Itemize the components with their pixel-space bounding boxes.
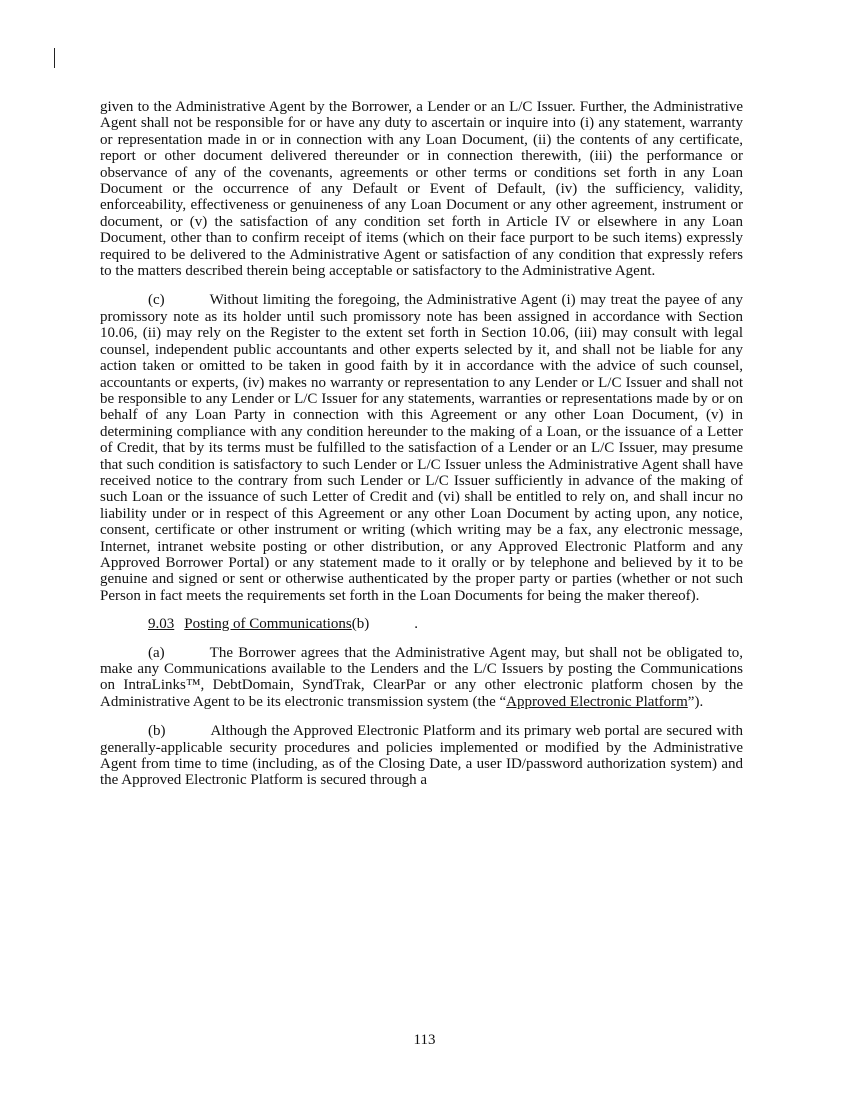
paragraph-a-text: The Borrower agrees that the Administrative Agent may, but shall not be obligated to, make any Communications available to the Lenders and the L/C Issuers by posting the Communications on IntraLinks™, DebtDomain, SyndTrak, ClearPar or any other electronic platform chosen by the Administrative Agent to be its electronic transmission system (the “	[100, 644, 743, 710]
continuation-paragraph: given to the Administrative Agent by the Borrower, a Lender or an L/C Issuer. Further, the Administrative Agent shall not be responsible for or have any duty to ascertain or inquire into (i) any statement, warranty or representation made in or in connection with any Loan Document, (ii) the contents of any certificate, report or other document delivered thereunder or in connection therewith, (iii) the performance or observance of any of the covenants, agreements or other terms or conditions set forth in any Loan Document or the occurrence of any Default or Event of Default, (iv) the sufficiency, validity, enforceability, effectiveness or genuineness of any Loan Document or any other agreement, instrument or document, or (v) the satisfaction of any condition set forth in Article IV or elsewhere in any Loan Document, other than to confirm receipt of items (which on their face purport to be such items) expressly required to be delivered to the Administrative Agent or satisfaction of any condition that expressly refers to the matters described therein being acceptable or satisfactory to the Administrative Agent.	[100, 99, 743, 280]
page-number: 113	[413, 1032, 436, 1048]
paragraph-b-label: (b)	[148, 723, 166, 740]
section-trailing-period: .	[414, 616, 419, 633]
paragraph-c-text: Without limiting the foregoing, the Administrative Agent (i) may treat the payee of any promissory note as its holder until such promissory note has been assigned in accordance with Section 10.06, (ii) may rely on the Register to the extent set forth in Section 10.06, (iii) may consult with legal counsel, independent public accountants and other experts selected by it, and shall not be liable for any action taken or omitted to be taken in good faith by it in accordance with the advice of such counsel, accountants or experts, (iv) makes no warranty or representation to any Lender or L/C Issuer and shall not be responsible to any Lender or L/C Issuer for any statements, warranties or representations made by or on behalf of any Loan Party in connection with this Agreement or any other Loan Document, (v) in determining compliance with any condition hereunder to the making of a Loan, or the issuance of a Letter of Credit, that by its terms must be fulfilled to the satisfaction of a Lender or an L/C Issuer, may presume that such condition is satisfactory to such Lender or L/C Issuer unless the Administrative Agent shall have received notice to the contrary from such Lender or L/C Issuer sufficiently in advance of the making of such Loan or the issuance of such Letter of Credit and (vi) shall be entitled to rely on, and shall incur no liability under or in respect of this Agreement or any other Loan Document by acting upon, any notice, consent, certificate or other instrument or writing (which writing may be a fax, any electronic message, Internet, intranet website posting or other distribution, or any Approved Electronic Platform and any Approved Borrower Portal) or any statement made to it orally or by telephone and believed by it to be genuine and signed or sent or otherwise authenticated by the proper party or parties (whether or not such Person in fact meets the requirements set forth in the Loan Documents for being the maker thereof).	[100, 292, 743, 604]
paragraph-b	[100, 723, 743, 789]
paragraph-a-label: (a)	[148, 644, 165, 661]
section-title: Posting of Communications	[184, 616, 352, 633]
section-heading	[100, 616, 743, 632]
section-number: 9.03	[148, 616, 175, 633]
paragraph-c	[100, 292, 743, 604]
paragraph-a-closing: ”).	[687, 693, 704, 710]
revision-bar	[54, 48, 55, 68]
paragraph-a	[100, 645, 743, 711]
paragraph-b-text: Although the Approved Electronic Platform and its primary web portal are secured with generally-applicable security procedures and policies implemented or modified by the Administrative Agent from time to time (including, as of the Closing Date, a user ID/password authorization system) and the Approved Electronic Platform is secured through a	[100, 723, 743, 789]
document-body	[100, 99, 743, 789]
section-suffix: (b)	[351, 616, 370, 633]
paragraph-c-label: (c)	[148, 292, 165, 309]
defined-term: Approved Electronic Platform	[506, 693, 688, 710]
